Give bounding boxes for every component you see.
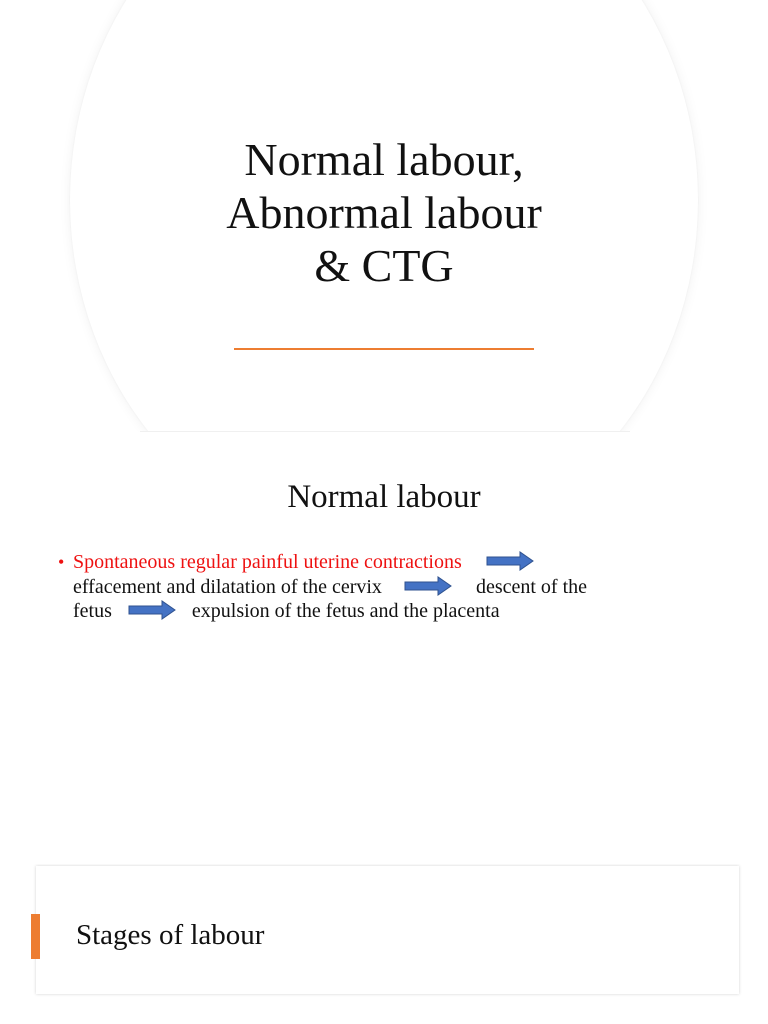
bullet-text-2: descent of the — [475, 575, 588, 598]
slide-title: Normal labour — [287, 479, 481, 515]
slide-title: Stages of labour — [76, 919, 265, 951]
title-slide — [0, 0, 768, 432]
normal-labour-slide — [0, 432, 768, 864]
bullet-marker: • — [58, 552, 65, 572]
bullet-line-2 — [73, 575, 688, 600]
right-arrow-icon — [128, 600, 176, 620]
right-arrow-icon — [486, 551, 534, 571]
right-arrow-icon — [404, 576, 452, 596]
title-underline — [234, 348, 534, 350]
main-title-line-2: Abnormal labour — [226, 187, 542, 238]
bullet-red-text: Spontaneous regular painful uterine contractions — [73, 551, 462, 573]
main-title — [0, 133, 768, 292]
accent-bar — [31, 914, 40, 959]
main-title-line-1: Normal labour, — [244, 134, 524, 185]
bullet-line-3 — [73, 599, 688, 624]
bullet-text-3: fetus — [73, 600, 112, 622]
bullet-text-4: expulsion of the fetus and the placenta — [191, 600, 500, 622]
bullet-item — [73, 550, 688, 624]
main-title-line-3: & CTG — [314, 240, 454, 291]
bullet-line-1 — [73, 550, 688, 575]
stages-of-labour-slide — [0, 864, 768, 1024]
bullet-text-1: effacement and dilatation of the cervix — [73, 575, 382, 598]
